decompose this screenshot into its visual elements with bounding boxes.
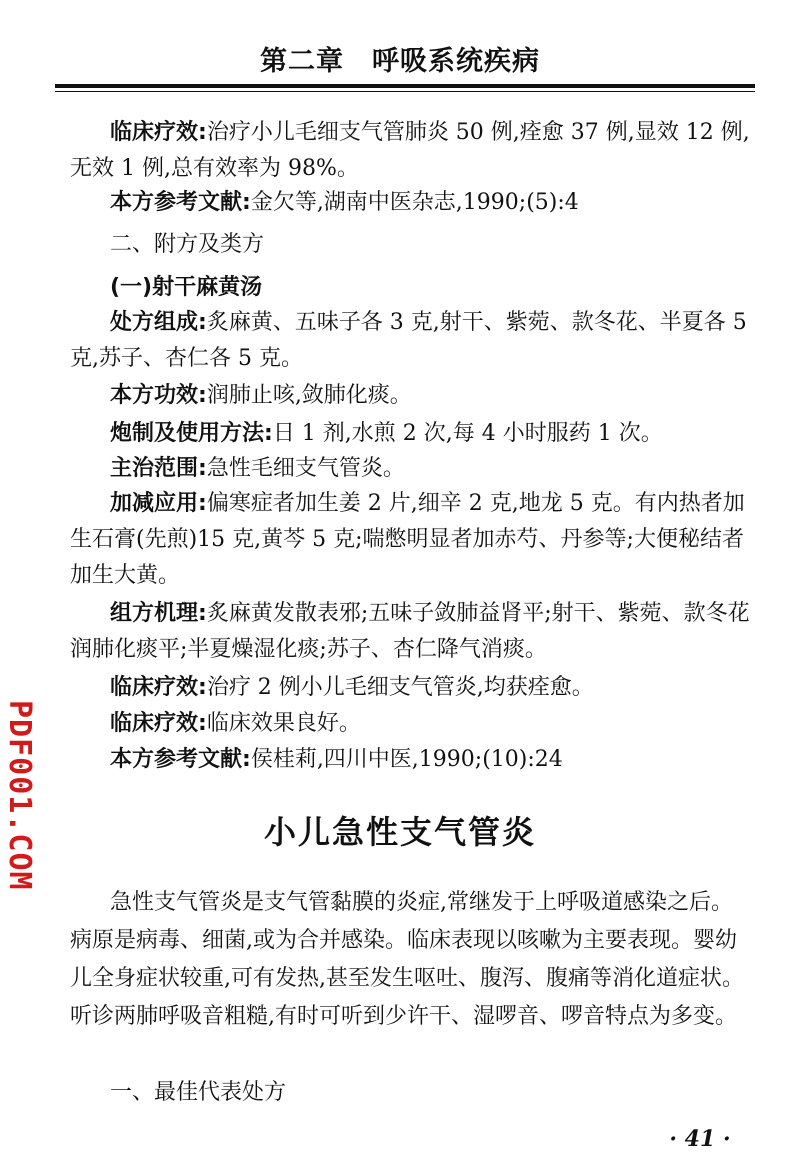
subsection-heading: [70, 227, 750, 263]
paragraph-label: 临床疗效:: [110, 675, 207, 700]
paragraph-text: 治疗 2 例小儿毛细支气管炎,均获痊愈。: [206, 675, 594, 700]
paragraph-label: 本方参考文献:: [110, 747, 251, 772]
header-rule-thick: [55, 84, 755, 88]
paragraph-modification: [70, 486, 750, 594]
section-intro: 急性支气管炎是支气管黏膜的炎症,常继发于上呼吸道感染之后。病原是病毒、细菌,或为合并感染。临床表现以咳嗽为主要表现。婴幼儿全身症状较重,可有发热,甚至发生呕吐、腹泻、腹痛等消化道症状。听诊两肺呼吸音粗糙,有时可听到少许干、湿啰音、啰音特点为多变。: [70, 890, 744, 1029]
paragraph-clinical-efficacy: [70, 670, 750, 706]
paragraph-text: 急性毛细支气管炎。: [206, 456, 405, 481]
paragraph-label: 主治范围:: [110, 456, 207, 481]
section-subheading: 一、最佳代表处方: [110, 1080, 287, 1105]
paragraph-efficacy: [70, 378, 750, 414]
paragraph-label: 本方功效:: [110, 383, 207, 408]
paragraph-label: 临床疗效:: [110, 120, 207, 145]
paragraph-label: 炮制及使用方法:: [110, 421, 273, 446]
paragraph-text: 临床效果良好。: [206, 711, 361, 736]
watermark: PDF001.COM: [2, 700, 37, 891]
header-rule-thin: [55, 91, 755, 92]
paragraph-mechanism: [70, 596, 750, 668]
paragraph-text: 二、附方及类方: [110, 232, 265, 257]
paragraph-text: 治疗小儿毛细支气管肺炎 50 例,痊愈 37 例,显效 12 例,无效 1 例,总有效率为 98%。: [70, 120, 750, 181]
paragraph-label: 处方组成:: [110, 310, 207, 335]
paragraph-text: 炙麻黄发散表邪;五味子敛肺益肾平;射干、紫菀、款冬花润肺化痰平;半夏燥湿化痰;苏子、杏仁降气消痰。: [70, 601, 750, 662]
paragraph-reference: [70, 185, 750, 221]
paragraph-label: 组方机理:: [110, 601, 207, 626]
paragraph-label: 临床疗效:: [110, 711, 207, 736]
paragraph-text: 金欠等,湖南中医杂志,1990;(5):4: [250, 190, 579, 215]
paragraph-composition: [70, 305, 750, 377]
paragraph-reference: [70, 742, 750, 778]
paragraph-indication: [70, 451, 750, 487]
paragraph-text: 偏寒症者加生姜 2 片,细辛 2 克,地龙 5 克。有内热者加生石膏(先煎)15 克,黄芩 5 克;喘憋明显者加赤芍、丹参等;大便秘结者加生大黄。: [70, 491, 745, 588]
paragraph-label: 本方参考文献:: [110, 190, 251, 215]
section-title: 小儿急性支气管炎: [263, 813, 536, 851]
paragraph-text: 润肺止咳,敛肺化痰。: [206, 383, 412, 408]
paragraph-clinical-efficacy: [70, 115, 750, 187]
formula-heading: [70, 270, 750, 306]
paragraph-label: (一)射干麻黄汤: [110, 275, 263, 300]
chapter-title: 第二章 呼吸系统疾病: [260, 46, 540, 77]
paragraph-text: 炙麻黄、五味子各 3 克,射干、紫菀、款冬花、半夏各 5 克,苏子、杏仁各 5 克。: [70, 310, 747, 371]
paragraph-text: 侯桂莉,四川中医,1990;(10):24: [250, 747, 563, 772]
paragraph-text: 日 1 剂,水煎 2 次,每 4 小时服药 1 次。: [272, 421, 663, 446]
paragraph-clinical-efficacy: [70, 706, 750, 742]
paragraph-usage: [70, 416, 750, 452]
paragraph-label: 加减应用:: [110, 491, 207, 516]
page-number: · 41 ·: [669, 1126, 731, 1152]
